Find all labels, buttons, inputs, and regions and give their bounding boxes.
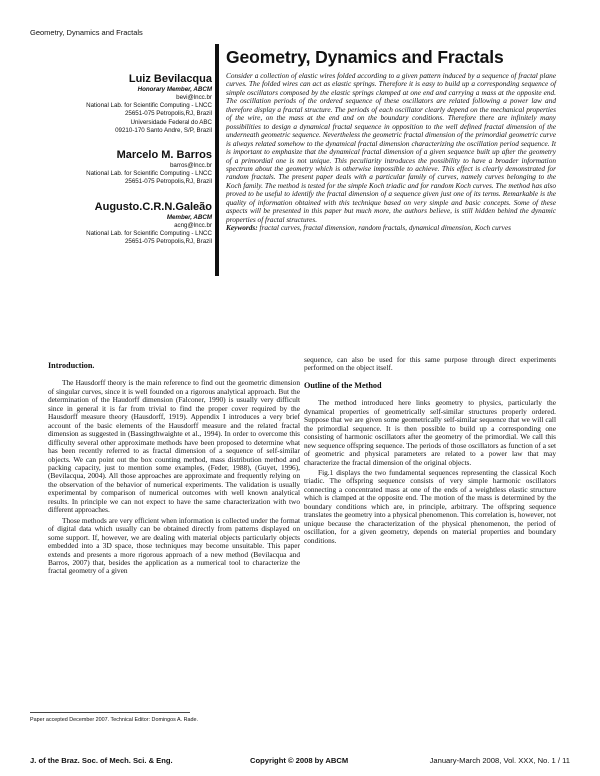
author-role: Member, ABCM bbox=[166, 213, 212, 221]
abstract-text: Consider a collection of elastic wires folded according to a given pattern induced by a sequence of fractal plane curves. The folded wires can act as elastic springs. Therefore it is easy to build up a corresponding sequence of simple oscillators composed by the elastic springs clamped at one end and carrying a mass at the opposite end. The oscillation periods of the ordered sequence of these oscillators are related following a power law and therefore display a fractal structure. The periods of each oscillator clearly depend on the mechanical properties of the wire, on the mass at the end and on the boundary conditions. Therefore there are infinitely many possibilities to design a dynamical fractal sequence in opposition to the well defined fractal dimension of the underneath geometric sequence. Nevertheless the geometric fractal dimension of the primordial geometric curve is always related somehow to the dynamical fractal dimension characterizing the oscillation period sequence. It is important to emphasize that the dynamical fractal dimension of a given sequence built up after the geometry of a primordial one is not unique. This peculiarity introduces the possibility to have a broader information spectrum about the geometry which is otherwise impossible to achieve. This effect is clearly demonstrated for random fractals. The present paper deals with a particular family of curves, namely curves belonging to the Koch family. The method is tested for the simple Koch triadic and for random Koch curves. The method has also proved to be useful to identify the fractal dimension of a sequence given just one of its terms. Remarkable is the quality of information obtained with this technique based on very simple and basic concepts. Some of these aspects will be presented in this paper but much more, the authors believe, is still hidden behind the dynamic properties of fractal structures. bbox=[226, 71, 556, 224]
footnote: Paper accepted December 2007. Technical Editor: Domingos A. Rade. bbox=[30, 717, 199, 723]
paragraph-continuation: sequence, can also be used for this same purpose through direct experiments performed on the object itself. bbox=[304, 355, 556, 373]
author-address: 25651-075 Petropolis,RJ, Brazil bbox=[124, 110, 212, 118]
author-name: Luiz Bevilacqua bbox=[128, 73, 212, 85]
header-divider bbox=[215, 44, 219, 276]
footer-issue: January-March 2008, Vol. XXX, No. 1 / 11 bbox=[429, 756, 570, 765]
author-block bbox=[30, 148, 212, 187]
author-affiliation: Universidade Federal do ABC bbox=[130, 118, 212, 126]
author-email[interactable]: acng@lncc.br bbox=[174, 221, 212, 229]
author-address: 25651-075 Petropolis,RJ, Brazil bbox=[124, 238, 212, 246]
paragraph: The Hausdorff theory is the main reference to find out the geometric dimension of singular curves, since it is well founded on a rigorous analytical approach. But the determination of the Haudorff dimension (Falconer, 1990) is usually very difficult since in general it is far from trivial to find the proper cover required by the Hausdorff measure theory (Hausdorff, 1919). Appendix I introduces a very brief account of the basic elements of the Hausdorff measure and the related fractal dimension as suggested in (Bassingthwaighte et al., 1994). In order to overcome this difficulty several other approximate methods have been proposed to determine what has been recently referred to as fractal dimension of a sequence of self-similar objects. We can point out the box counting method, mass distribution method and packing capacity, just to mention some examples, (Feder, 1988), (Guyet, 1996), (Bevilacqua, 2004). All those approaches are approximate and frequently relying on the observation of the behavior of numerical experiments. The validation is usually experimental by comparison of numerical outcomes with well known analytical results. In principle we can not expect to have the same characterization with two different approaches. bbox=[48, 378, 300, 515]
keywords-text: fractal curves, fractal dimension, random fractals, dynamical dimension, Koch curves bbox=[259, 223, 511, 233]
section-heading-introduction: Introduction. bbox=[48, 361, 95, 370]
author-role: Honorary Member, ABCM bbox=[137, 86, 212, 93]
left-column bbox=[48, 362, 300, 576]
author-block bbox=[30, 200, 212, 247]
abstract bbox=[226, 72, 556, 233]
footer-journal: J. of the Braz. Soc. of Mech. Sci. & Eng. bbox=[30, 756, 173, 765]
section-heading-outline: Outline of the Method bbox=[304, 380, 382, 390]
author-block bbox=[30, 72, 212, 135]
footnote-divider bbox=[30, 712, 190, 713]
paragraph: The method introduced here links geometry to physics, particularly the dynamical properties of geometrically self-similar structures properly ordered. Suppose that we are given some geometrically self-similar sequence that we will call the primordial sequence. It is then possible to build up a corresponding one consisting of harmonic oscillators after the geometry of the primordial. We call this new sequence offspring sequence. The periods of those oscillators as function of a set of geometric and physical parameters are related to a power law that may characterize the fractal dimension of the original objects. bbox=[304, 398, 556, 467]
author-address: 25651-075 Petropolis,RJ, Brazil bbox=[124, 178, 212, 186]
paper-title: Geometry, Dynamics and Fractals bbox=[226, 47, 504, 67]
author-name: Marcelo M. Barros bbox=[116, 149, 212, 162]
paragraph: Those methods are very efficient when information is collected under the format of digital data which usually can be obtained directly from patterns displayed on some support. If, however, we are dealing with material objects particularly objects embedded into a 3D space, those techniques may become unsuitable. This paper extends and presents a more rigorous approach of a new method (Bevilacqua and Barros, 2007) that, besides the application as a numerical tool to characterize the fractal geometry of a given bbox=[48, 515, 300, 576]
author-list bbox=[30, 72, 212, 259]
footer-copyright: Copyright © 2008 by ABCM bbox=[250, 756, 349, 765]
paragraph: Fig.1 displays the two fundamental sequences representing the classical Koch triadic. The offspring sequence consists of very simple harmonic oscillators connecting a concentrated mass at one of the ends of a weightless elastic structure which is clamped at the opposite end. The motion of the mass is determined by the boundary conditions which are, in principle, arbitrary. The offspring sequence translates the geometry into a physical phenomenon. This correlation is, however, not unique because the characterization of the physical phenomenon, the period of oscillation, for a given geometry, depends on material properties and boundary conditions. bbox=[304, 467, 556, 545]
author-affiliation: National Lab. for Scientific Computing - LNCC bbox=[86, 229, 212, 237]
author-email[interactable]: bevi@lncc.br bbox=[176, 94, 212, 101]
author-name: Augusto.C.R.N.Galeão bbox=[94, 200, 212, 213]
right-column bbox=[304, 356, 556, 545]
author-address: 09210-170 Santo Andre, S/P, Brazil bbox=[115, 126, 212, 134]
author-email[interactable]: barros@lncc.br bbox=[169, 162, 212, 170]
keywords-label: Keywords: bbox=[226, 223, 258, 233]
running-head: Geometry, Dynamics and Fractals bbox=[30, 28, 143, 37]
author-affiliation: National Lab. for Scientific Computing - LNCC bbox=[86, 102, 212, 110]
author-affiliation: National Lab. for Scientific Computing - LNCC bbox=[86, 170, 212, 178]
